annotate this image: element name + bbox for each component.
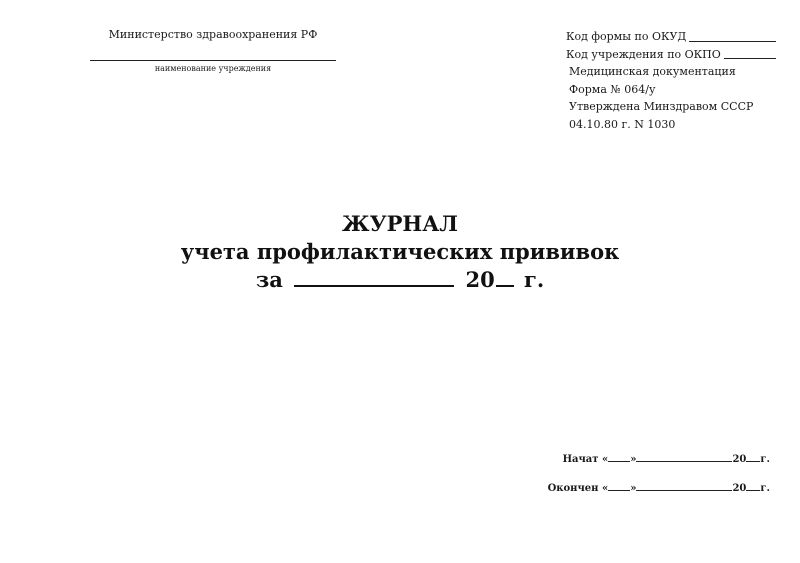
dates-block (548, 452, 770, 510)
okpo-label: Код учреждения по ОКПО (566, 47, 721, 61)
year-prefix: 20 (465, 267, 495, 292)
ministry-name: Министерство здравоохранения РФ (108, 28, 318, 41)
period-blank (294, 267, 454, 287)
start-month-blank (636, 452, 732, 462)
title-line-3 (0, 266, 800, 294)
title-line-2: учета профилактических прививок (180, 239, 620, 264)
doc-type: Медицинская документация (569, 65, 736, 78)
start-year-suffix: г. (760, 454, 770, 465)
start-label: Начат « (562, 454, 609, 465)
end-day-blank (608, 481, 630, 491)
end-quote-close: » (630, 483, 637, 494)
start-date-row (548, 452, 770, 465)
end-date-row (548, 481, 770, 494)
institution-name-line (90, 60, 336, 61)
end-label: Окончен « (547, 483, 609, 494)
approved-by: Утверждена Минздравом СССР (569, 100, 754, 113)
year-blank (496, 267, 514, 287)
okud-row (566, 28, 776, 46)
okud-fill-line (689, 41, 776, 42)
form-number: Форма № 064/у (569, 82, 656, 96)
institution-caption: наименование учреждения (154, 64, 272, 73)
approval-date: 04.10.80 г. N 1030 (569, 117, 676, 131)
end-year-blank (746, 481, 760, 491)
start-year-prefix: 20 (732, 454, 747, 465)
okpo-fill-line (724, 58, 776, 59)
form-codes-block (566, 28, 776, 133)
end-month-blank (636, 481, 732, 491)
title-line-1: ЖУРНАЛ (342, 211, 458, 236)
end-year-prefix: 20 (732, 483, 747, 494)
start-day-blank (608, 452, 630, 462)
institution-block (90, 28, 336, 74)
year-suffix: г. (524, 267, 545, 292)
start-year-blank (746, 452, 760, 462)
okpo-row (566, 46, 776, 64)
start-quote-close: » (630, 454, 637, 465)
okud-label: Код формы по ОКУД (566, 30, 687, 43)
period-prefix: за (255, 267, 283, 292)
end-year-suffix: г. (760, 483, 770, 494)
journal-title (0, 210, 800, 294)
